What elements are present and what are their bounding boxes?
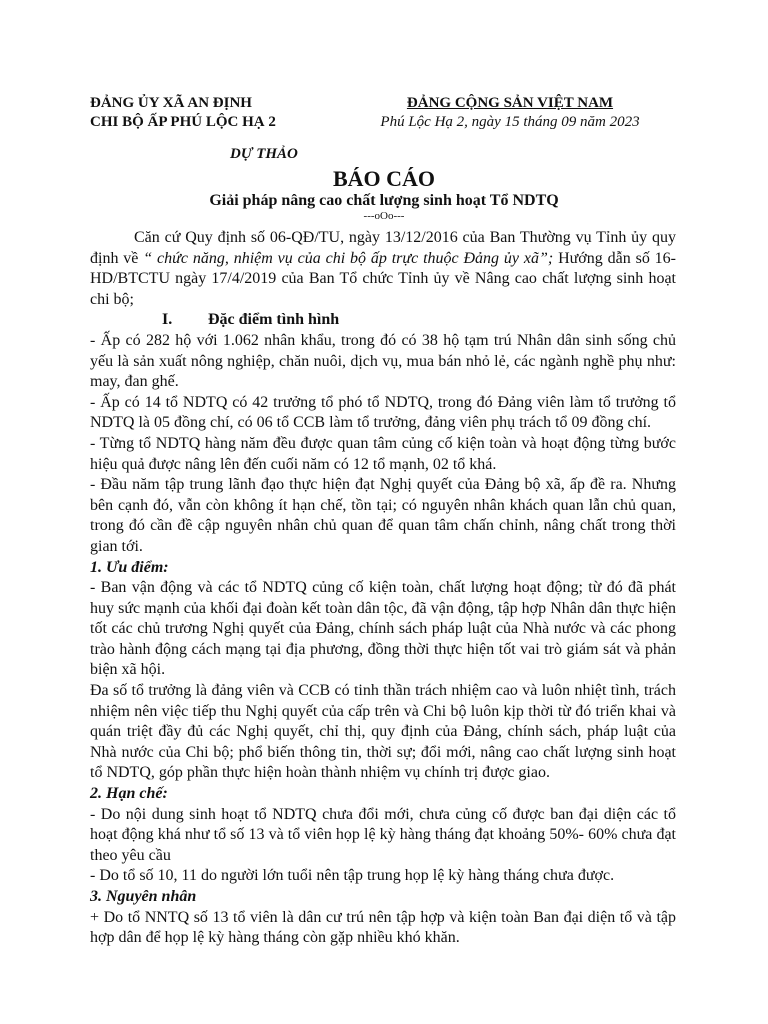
party-name: ĐẢNG CỘNG SẢN VIỆT NAM: [406, 95, 614, 111]
advantages-paragraph: Đa số tổ trưởng là đảng viên và CCB có tinh thần trách nhiệm cao và luôn nhiệt tình, trách nhiệm nên việc tiếp thu Nghị quyết của cấp trên và Chi bộ luôn kịp thời từ đó triển khai và quán triệt đầy đủ các Nghị quyết, chỉ thị, quy định của Đảng, chính sách, pháp luật của Nhà nước của Chi bộ; phổ biến thông tin, thời sự; đổi mới, nâng cao chất lượng sinh hoạt tổ NDTQ, góp phần thực hiện hoàn thành nhiệm vụ chính trị được giao.: [90, 682, 676, 782]
causes-paragraph: + Do tổ NNTQ số 13 tổ viên là dân cư trú nên tập hợp và kiện toàn Ban đại diện tổ và tập hợp dân để họp lệ kỳ hàng tháng còn gặp nhiều khó khăn.: [90, 908, 676, 947]
draft-label: DỰ THẢO: [230, 146, 298, 162]
place-date: Phú Lộc Hạ 2, ngày 15 tháng 09 năm 2023: [380, 114, 640, 130]
document-body: [90, 228, 676, 949]
national-header: [340, 94, 680, 132]
limitations-paragraph: - Do tổ số 10, 11 do người lớn tuổi nên tập trung họp lệ kỳ hàng tháng chưa được.: [90, 867, 615, 885]
section-1-paragraph: - Đầu năm tập trung lãnh đạo thực hiện đạt Nghị quyết của Đảng bộ xã, ấp đề ra. Nhưng bên cạnh đó, vẫn còn không ít hạn chế, tồn tại; có nguyên nhân khách quan lẫn chủ quan, trong đó cần đề cập nguyên nhân chủ quan để quan tâm chấn chỉnh, nâng chất trong thời gian tới.: [90, 476, 676, 555]
org-line-2: CHI BỘ ẤP PHÚ LỘC HẠ 2: [90, 114, 276, 130]
section-1-title: Đặc điểm tình hình: [208, 311, 340, 329]
section-1-heading: [90, 310, 676, 331]
intro-quote: “ chức năng, nhiệm vụ của chi bộ ấp trực thuộc Đảng ủy xã”;: [143, 249, 554, 267]
org-line-1: ĐẢNG ỦY XÃ AN ĐỊNH: [90, 95, 252, 111]
advantages-heading: 1. Ưu điểm:: [90, 558, 169, 576]
section-1-paragraph: - Ấp có 14 tổ NDTQ có 42 trưởng tổ phó tổ NDTQ, trong đó Đảng viên làm tổ trưởng tổ NDTQ là 05 đồng chí, có 06 tổ CCB làm tổ trưởng, đảng viên phụ trách tổ 09 đồng chí.: [90, 393, 676, 432]
section-1-paragraph: - Từng tổ NDTQ hàng năm đều được quan tâm củng cố kiện toàn và hoạt động từng bước hiệu quả được nâng lên đến cuối năm có 12 tổ mạnh, 02 tổ khá.: [90, 434, 676, 473]
title-divider: ---oOo---: [363, 210, 405, 222]
document-subtitle: Giải pháp nâng cao chất lượng sinh hoạt Tổ NDTQ: [209, 192, 559, 209]
section-1-paragraph: - Ấp có 282 hộ với 1.062 nhân khẩu, trong đó có 38 hộ tạm trú Nhân dân sinh sống chủ yếu là sản xuất nông nghiệp, chăn nuôi, dịch vụ, mua bán nhỏ lẻ, các ngành nghề phụ như: may, đan ghế.: [90, 331, 676, 391]
advantages-paragraph: - Ban vận động và các tổ NDTQ củng cố kiện toàn, chất lượng hoạt động; từ đó đã phát huy sức mạnh của khối đại đoàn kết toàn dân tộc, đã vận động, tập hợp Nhân dân thực hiện tốt các chủ trương Nghị quyết của Đảng, chính sách pháp luật của Nhà nước và các phong trào hành động cách mạng tại địa phương, đồng thời thực hiện tốt vai trò giám sát và phản biện xã hội.: [90, 579, 676, 679]
section-1-number: I.: [162, 311, 173, 329]
causes-heading: 3. Nguyên nhân: [90, 888, 197, 905]
issuing-organization: [90, 94, 276, 132]
limitations-heading: 2. Hạn chế:: [90, 785, 168, 803]
intro-part-1: Căn cứ Quy định số 06-QĐ/TU, ngày 13/12/2016 của Ban Thường vụ Tỉnh ủy quy định về: [90, 229, 676, 267]
intro-part-2: Hướng dẫn số 16-HD/BTCTU ngày 17/4/2019 của Ban Tổ chức Tỉnh ủy về Nâng cao chất lượng sinh hoạt chi bộ;: [90, 249, 677, 308]
document-title: BÁO CÁO: [332, 166, 436, 191]
limitations-paragraph: - Do nội dung sinh hoạt tổ NDTQ chưa đổi mới, chưa củng cố được ban đại diện các tổ hoạt động khá như tổ số 13 và tổ viên họp lệ kỳ hàng tháng đạt khoảng 50%- 60% chưa đạt theo yêu cầu: [90, 805, 676, 864]
intro-paragraph: [90, 228, 676, 310]
